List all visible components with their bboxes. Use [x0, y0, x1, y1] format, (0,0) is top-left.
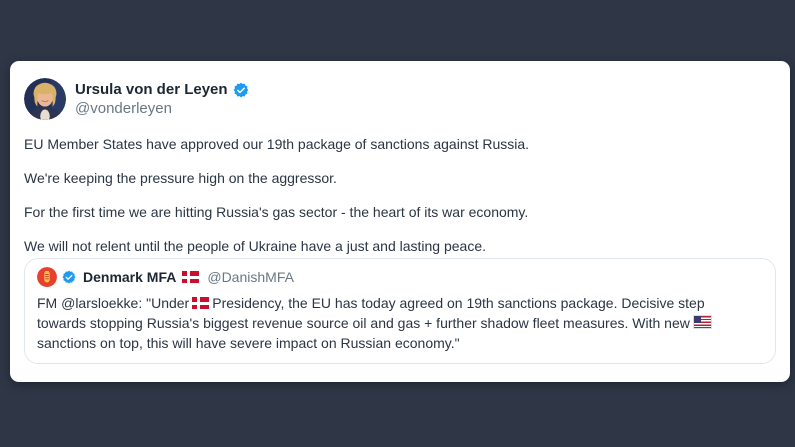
- tweet-header: [24, 78, 776, 120]
- danish-crest-icon: [37, 267, 57, 287]
- denmark-flag-icon: [182, 271, 199, 283]
- tweet-card: [10, 61, 790, 382]
- author-avatar[interactable]: [24, 78, 66, 120]
- us-flag-icon: [693, 315, 712, 329]
- author-name[interactable]: Ursula von der Leyen: [75, 81, 228, 98]
- ursula-portrait-icon: [24, 78, 66, 120]
- quoted-text-segment: Presidency, the EU has today agreed on 19th sanctions package. Decisive step towards stopping Russia's biggest revenue source oil and gas + further shadow fleet measures. With new: [37, 295, 705, 331]
- tweet-paragraph: We're keeping the pressure high on the aggressor.: [24, 170, 337, 186]
- quoted-author-name[interactable]: Denmark MFA: [83, 269, 177, 285]
- denmark-flag-icon: [192, 297, 209, 309]
- tweet-paragraph: EU Member States have approved our 19th package of sanctions against Russia.: [24, 136, 530, 152]
- quoted-author-handle[interactable]: @DanishMFA: [207, 269, 294, 285]
- quoted-text-segment: sanctions on top, this will have severe impact on Russian economy.": [37, 335, 460, 351]
- verified-badge-icon: [62, 270, 76, 284]
- tweet-paragraph: For the first time we are hitting Russia's gas sector - the heart of its war economy.: [24, 204, 529, 220]
- author-handle[interactable]: @vonderleyen: [75, 100, 172, 117]
- author-name-row: [75, 81, 249, 99]
- quoted-tweet-text: [37, 293, 743, 353]
- quoted-tweet-card[interactable]: [24, 258, 776, 364]
- tweet-paragraph: We will not relent until the people of Ukraine have a just and lasting peace.: [24, 238, 487, 254]
- quoted-tweet-header: [37, 267, 763, 287]
- quoted-text-segment: FM @larsloekke: "Under: [37, 295, 190, 311]
- verified-badge-icon: [233, 82, 249, 98]
- author-block: [75, 78, 249, 118]
- tweet-text: [24, 135, 776, 256]
- quoted-author-avatar[interactable]: [37, 267, 57, 287]
